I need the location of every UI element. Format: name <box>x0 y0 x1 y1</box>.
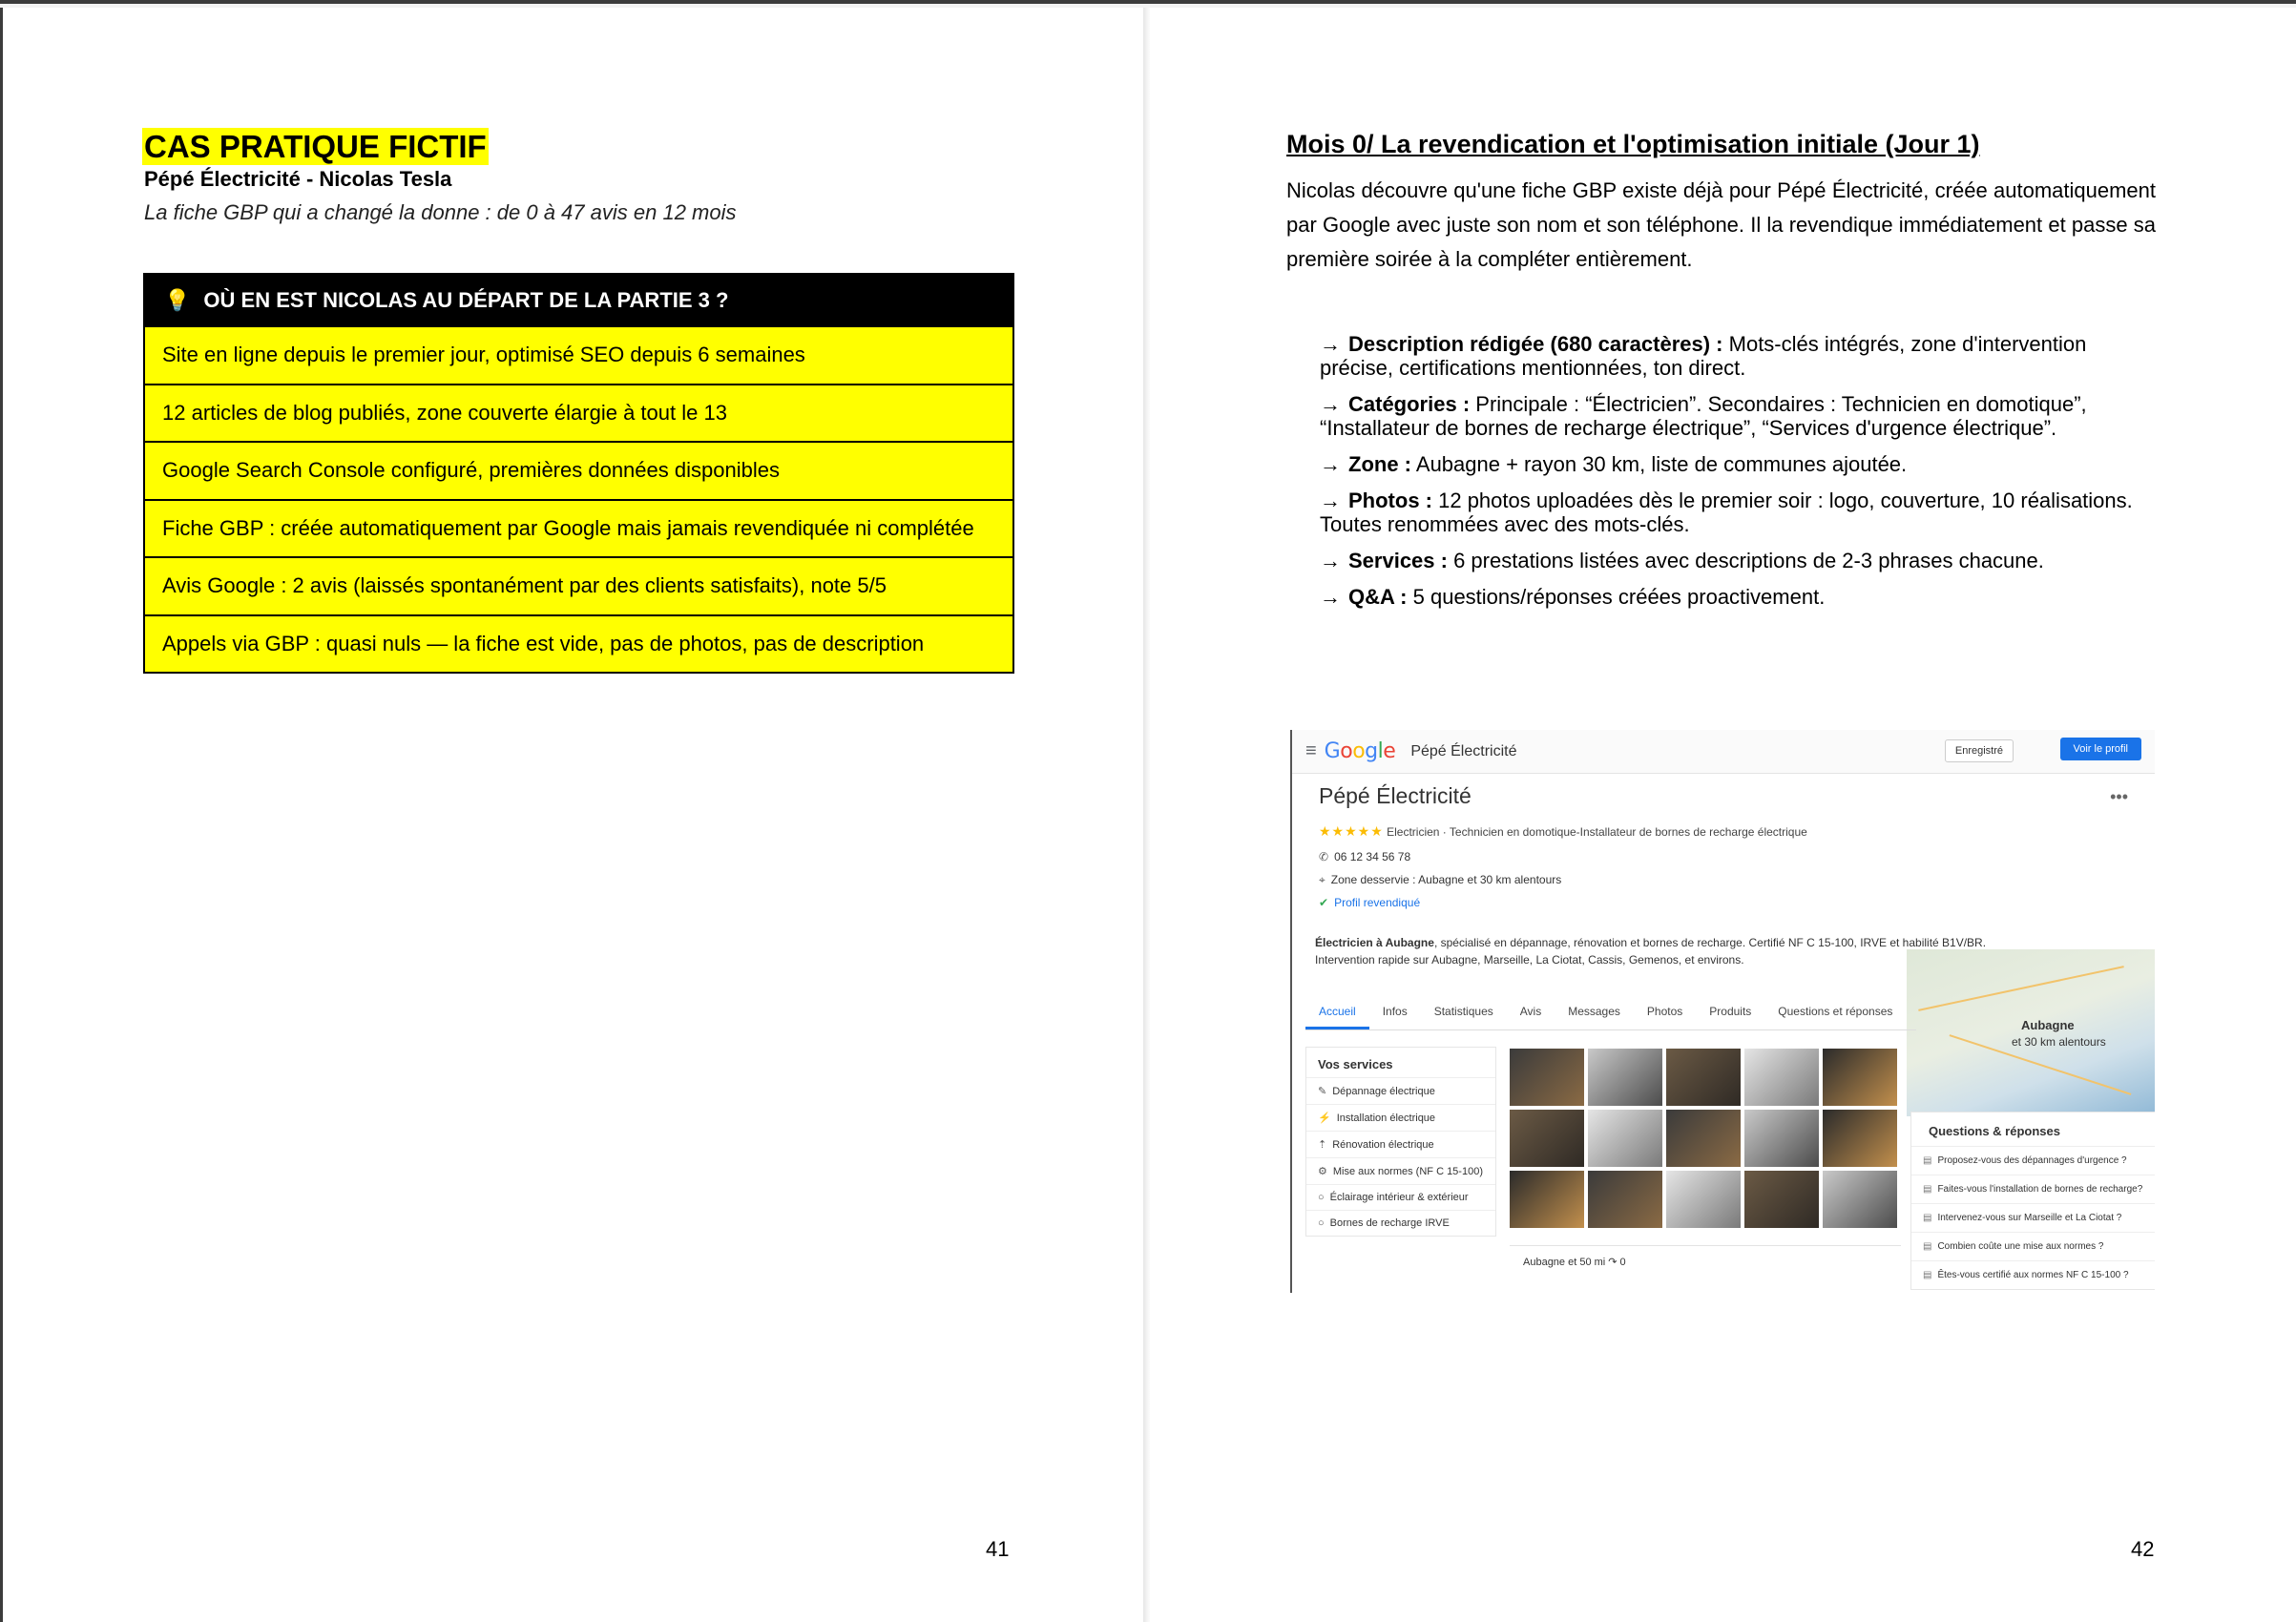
photo-thumbnail[interactable] <box>1666 1049 1741 1106</box>
photo-thumbnail[interactable] <box>1510 1049 1584 1106</box>
qa-title: Questions & réponses <box>1929 1124 2060 1138</box>
check-icon: ✔ <box>1319 896 1329 909</box>
header-business-name: Pépé Électricité <box>1410 742 1517 759</box>
google-logo: Google <box>1324 739 1396 763</box>
phone-row <box>1319 850 1410 863</box>
case-study-subtitle: Pépé Électricité - Nicolas Tesla <box>144 167 452 191</box>
box-heading: OÙ EN EST NICOLAS AU DÉPART DE LA PARTIE 3 ? <box>203 287 729 312</box>
photo-thumbnail[interactable] <box>1588 1049 1662 1106</box>
categories: Electricien · Technicien en domotique-Installateur de bornes de recharge électrique <box>1387 825 1807 839</box>
bulb-icon: ○ <box>1318 1192 1325 1203</box>
wrench-icon: ✎ <box>1318 1086 1327 1097</box>
arrow-icon: → <box>1320 332 1341 356</box>
saved-button[interactable]: Enregistré <box>1945 739 2014 762</box>
business-description: Électricien à Aubagne, spécialisé en dépannage, rénovation et bornes de recharge. Certifié NF C 15-100, IRVE et habilité B1V/BR. Intervention rapide sur Aubagne, Marseille, La Ciotat, Cassis, Gemenos, et environs. <box>1315 936 1987 967</box>
service-item[interactable]: ⚡ Installation électrique <box>1306 1104 1495 1131</box>
gbp-topbar <box>1292 730 2155 774</box>
case-study-tagline: La fiche GBP qui a changé la donne : de 0 à 47 avis en 12 mois <box>144 200 737 224</box>
list-item: → Photos : 12 photos uploadées dès le premier soir : logo, couverture, 10 réalisations. Toutes renommées avec des mots-clés. <box>1320 489 2133 536</box>
case-study-title: CAS PRATIQUE FICTIF <box>144 129 487 164</box>
claimed-label: Profil revendiqué <box>1334 896 1421 909</box>
gbp-tabs <box>1305 997 1916 1030</box>
photo-grid <box>1510 1049 1899 1228</box>
qa-item[interactable]: ▤ Combien coûte une mise aux normes ? <box>1911 1232 2155 1260</box>
comment-icon: ▤ <box>1923 1155 1932 1166</box>
photo-thumbnail[interactable] <box>1823 1110 1897 1167</box>
photo-thumbnail[interactable] <box>1666 1171 1741 1228</box>
arrow-icon: → <box>1320 392 1341 416</box>
business-name: Pépé Électricité <box>1319 783 1472 808</box>
services-title: Vos services <box>1318 1057 1393 1071</box>
list-item: → Description rédigée (680 caractères) : Mots-clés intégrés, zone d'intervention précise, certifications mentionnées, ton direct. <box>1320 332 2087 380</box>
tab-messages[interactable]: Messages <box>1568 1005 1620 1018</box>
starting-point-box <box>143 273 1014 674</box>
box-header <box>145 275 1012 325</box>
tab-accueil[interactable]: Accueil <box>1305 997 1369 1029</box>
comment-icon: ▤ <box>1923 1184 1932 1195</box>
tab-infos[interactable]: Infos <box>1382 1005 1408 1018</box>
tab-avis[interactable]: Avis <box>1519 1005 1542 1018</box>
map-radius: et 30 km alentours <box>2012 1035 2106 1049</box>
photo-thumbnail[interactable] <box>1588 1110 1662 1167</box>
claimed-row <box>1319 896 1420 909</box>
box-row: Google Search Console configuré, premières données disponibles <box>145 441 1012 499</box>
phone-icon: ✆ <box>1319 850 1329 863</box>
rating-row <box>1319 823 1807 840</box>
lightbulb-icon: 💡 <box>164 287 191 312</box>
intro-paragraph: Nicolas découvre qu'une fiche GBP existe déjà pour Pépé Électricité, créée automatiquement par Google avec juste son nom et son téléphone. Il la revendique immédiatement et passe sa première soirée à la compléter entièrement. <box>1286 178 2156 271</box>
phone-number: 06 12 34 56 78 <box>1334 850 1411 863</box>
photo-thumbnail[interactable] <box>1588 1171 1662 1228</box>
photo-thumbnail[interactable] <box>1510 1171 1584 1228</box>
photo-thumbnail[interactable] <box>1666 1110 1741 1167</box>
map-city: Aubagne <box>2021 1018 2075 1032</box>
photo-thumbnail[interactable] <box>1744 1049 1819 1106</box>
qa-item[interactable]: ▤ Faites-vous l'installation de bornes de recharge? <box>1911 1175 2155 1203</box>
location-line: Aubagne et 50 mi ↷ 0 <box>1510 1245 1901 1268</box>
box-row: Site en ligne depuis le premier jour, optimisé SEO depuis 6 semaines <box>145 325 1012 384</box>
photo-thumbnail[interactable] <box>1823 1171 1897 1228</box>
gbp-screenshot <box>1290 730 2155 1293</box>
action-list <box>1320 332 2160 621</box>
more-icon[interactable]: ••• <box>2110 787 2128 806</box>
pin-icon: ⌖ <box>1319 873 1325 886</box>
arrow-icon: → <box>1320 489 1341 512</box>
list-item: → Catégories : Principale : “Électricien”. Secondaires : Technicien en domotique”, “Installateur de bornes de recharge électrique”, “Services d'urgence électrique”. <box>1320 392 2087 440</box>
list-item: → Q&A : 5 questions/réponses créées proactivement. <box>1320 585 1826 609</box>
qa-item[interactable]: ▤ Êtes-vous certifié aux normes NF C 15-100 ? <box>1911 1260 2155 1289</box>
box-row: Fiche GBP : créée automatiquement par Google mais jamais revendiquée ni complétée <box>145 499 1012 557</box>
upgrade-icon: ⇡ <box>1318 1139 1327 1151</box>
service-zone: Zone desservie : Aubagne et 30 km alentours <box>1330 873 1562 886</box>
page-42 <box>1150 8 2296 1622</box>
services-panel <box>1305 1047 1496 1237</box>
gear-icon: ⚙ <box>1318 1166 1327 1177</box>
page-number: 41 <box>986 1537 1010 1561</box>
list-item: → Zone : Aubagne + rayon 30 km, liste de communes ajoutée. <box>1320 452 1908 476</box>
qa-item[interactable]: ▤ Proposez-vous des dépannages d'urgence ? <box>1911 1146 2155 1175</box>
page-number: 42 <box>2131 1537 2155 1561</box>
service-area-map[interactable] <box>1907 949 2155 1116</box>
service-item[interactable]: ⇡ Rénovation électrique <box>1306 1131 1495 1157</box>
menu-icon[interactable]: ≡ <box>1305 740 1317 761</box>
service-item[interactable]: ✎ Dépannage électrique <box>1306 1077 1495 1104</box>
arrow-icon: → <box>1320 549 1341 572</box>
photo-thumbnail[interactable] <box>1823 1049 1897 1106</box>
arrow-icon: → <box>1320 452 1341 476</box>
qa-item[interactable]: ▤ Intervenez-vous sur Marseille et La Ciotat ? <box>1911 1203 2155 1232</box>
tab-photos[interactable]: Photos <box>1646 1005 1683 1018</box>
list-item: → Services : 6 prestations listées avec descriptions de 2-3 phrases chacune. <box>1320 549 2044 572</box>
page-41 <box>0 8 1145 1622</box>
service-item[interactable]: ⚙ Mise aux normes (NF C 15-100) <box>1306 1157 1495 1184</box>
tab-questions[interactable]: Questions et réponses <box>1778 1005 1893 1018</box>
charger-icon: ○ <box>1318 1217 1325 1229</box>
stars: ★★★★★ <box>1319 823 1384 839</box>
photo-thumbnail[interactable] <box>1744 1110 1819 1167</box>
photo-thumbnail[interactable] <box>1510 1110 1584 1167</box>
photo-thumbnail[interactable] <box>1744 1171 1819 1228</box>
comment-icon: ▤ <box>1923 1270 1932 1280</box>
qa-panel <box>1910 1112 2155 1290</box>
view-profile-button[interactable]: Voir le profil <box>2060 738 2141 760</box>
box-row: 12 articles de blog publiés, zone couverte élargie à tout le 13 <box>145 384 1012 442</box>
arrow-icon: → <box>1320 585 1341 609</box>
zone-row <box>1319 873 1561 887</box>
service-item[interactable]: ○ Bornes de recharge IRVE <box>1306 1210 1495 1236</box>
comment-icon: ▤ <box>1923 1241 1932 1252</box>
tab-produits[interactable]: Produits <box>1709 1005 1752 1018</box>
service-item[interactable]: ○ Éclairage intérieur & extérieur <box>1306 1184 1495 1210</box>
tab-statistiques[interactable]: Statistiques <box>1433 1005 1493 1018</box>
box-row: Appels via GBP : quasi nuls — la fiche est vide, pas de photos, pas de description <box>145 614 1012 673</box>
plug-icon: ⚡ <box>1318 1113 1331 1124</box>
section-title: Mois 0/ La revendication et l'optimisation initiale (Jour 1) <box>1286 130 1980 158</box>
box-row: Avis Google : 2 avis (laissés spontanément par des clients satisfaits), note 5/5 <box>145 556 1012 614</box>
comment-icon: ▤ <box>1923 1213 1932 1223</box>
